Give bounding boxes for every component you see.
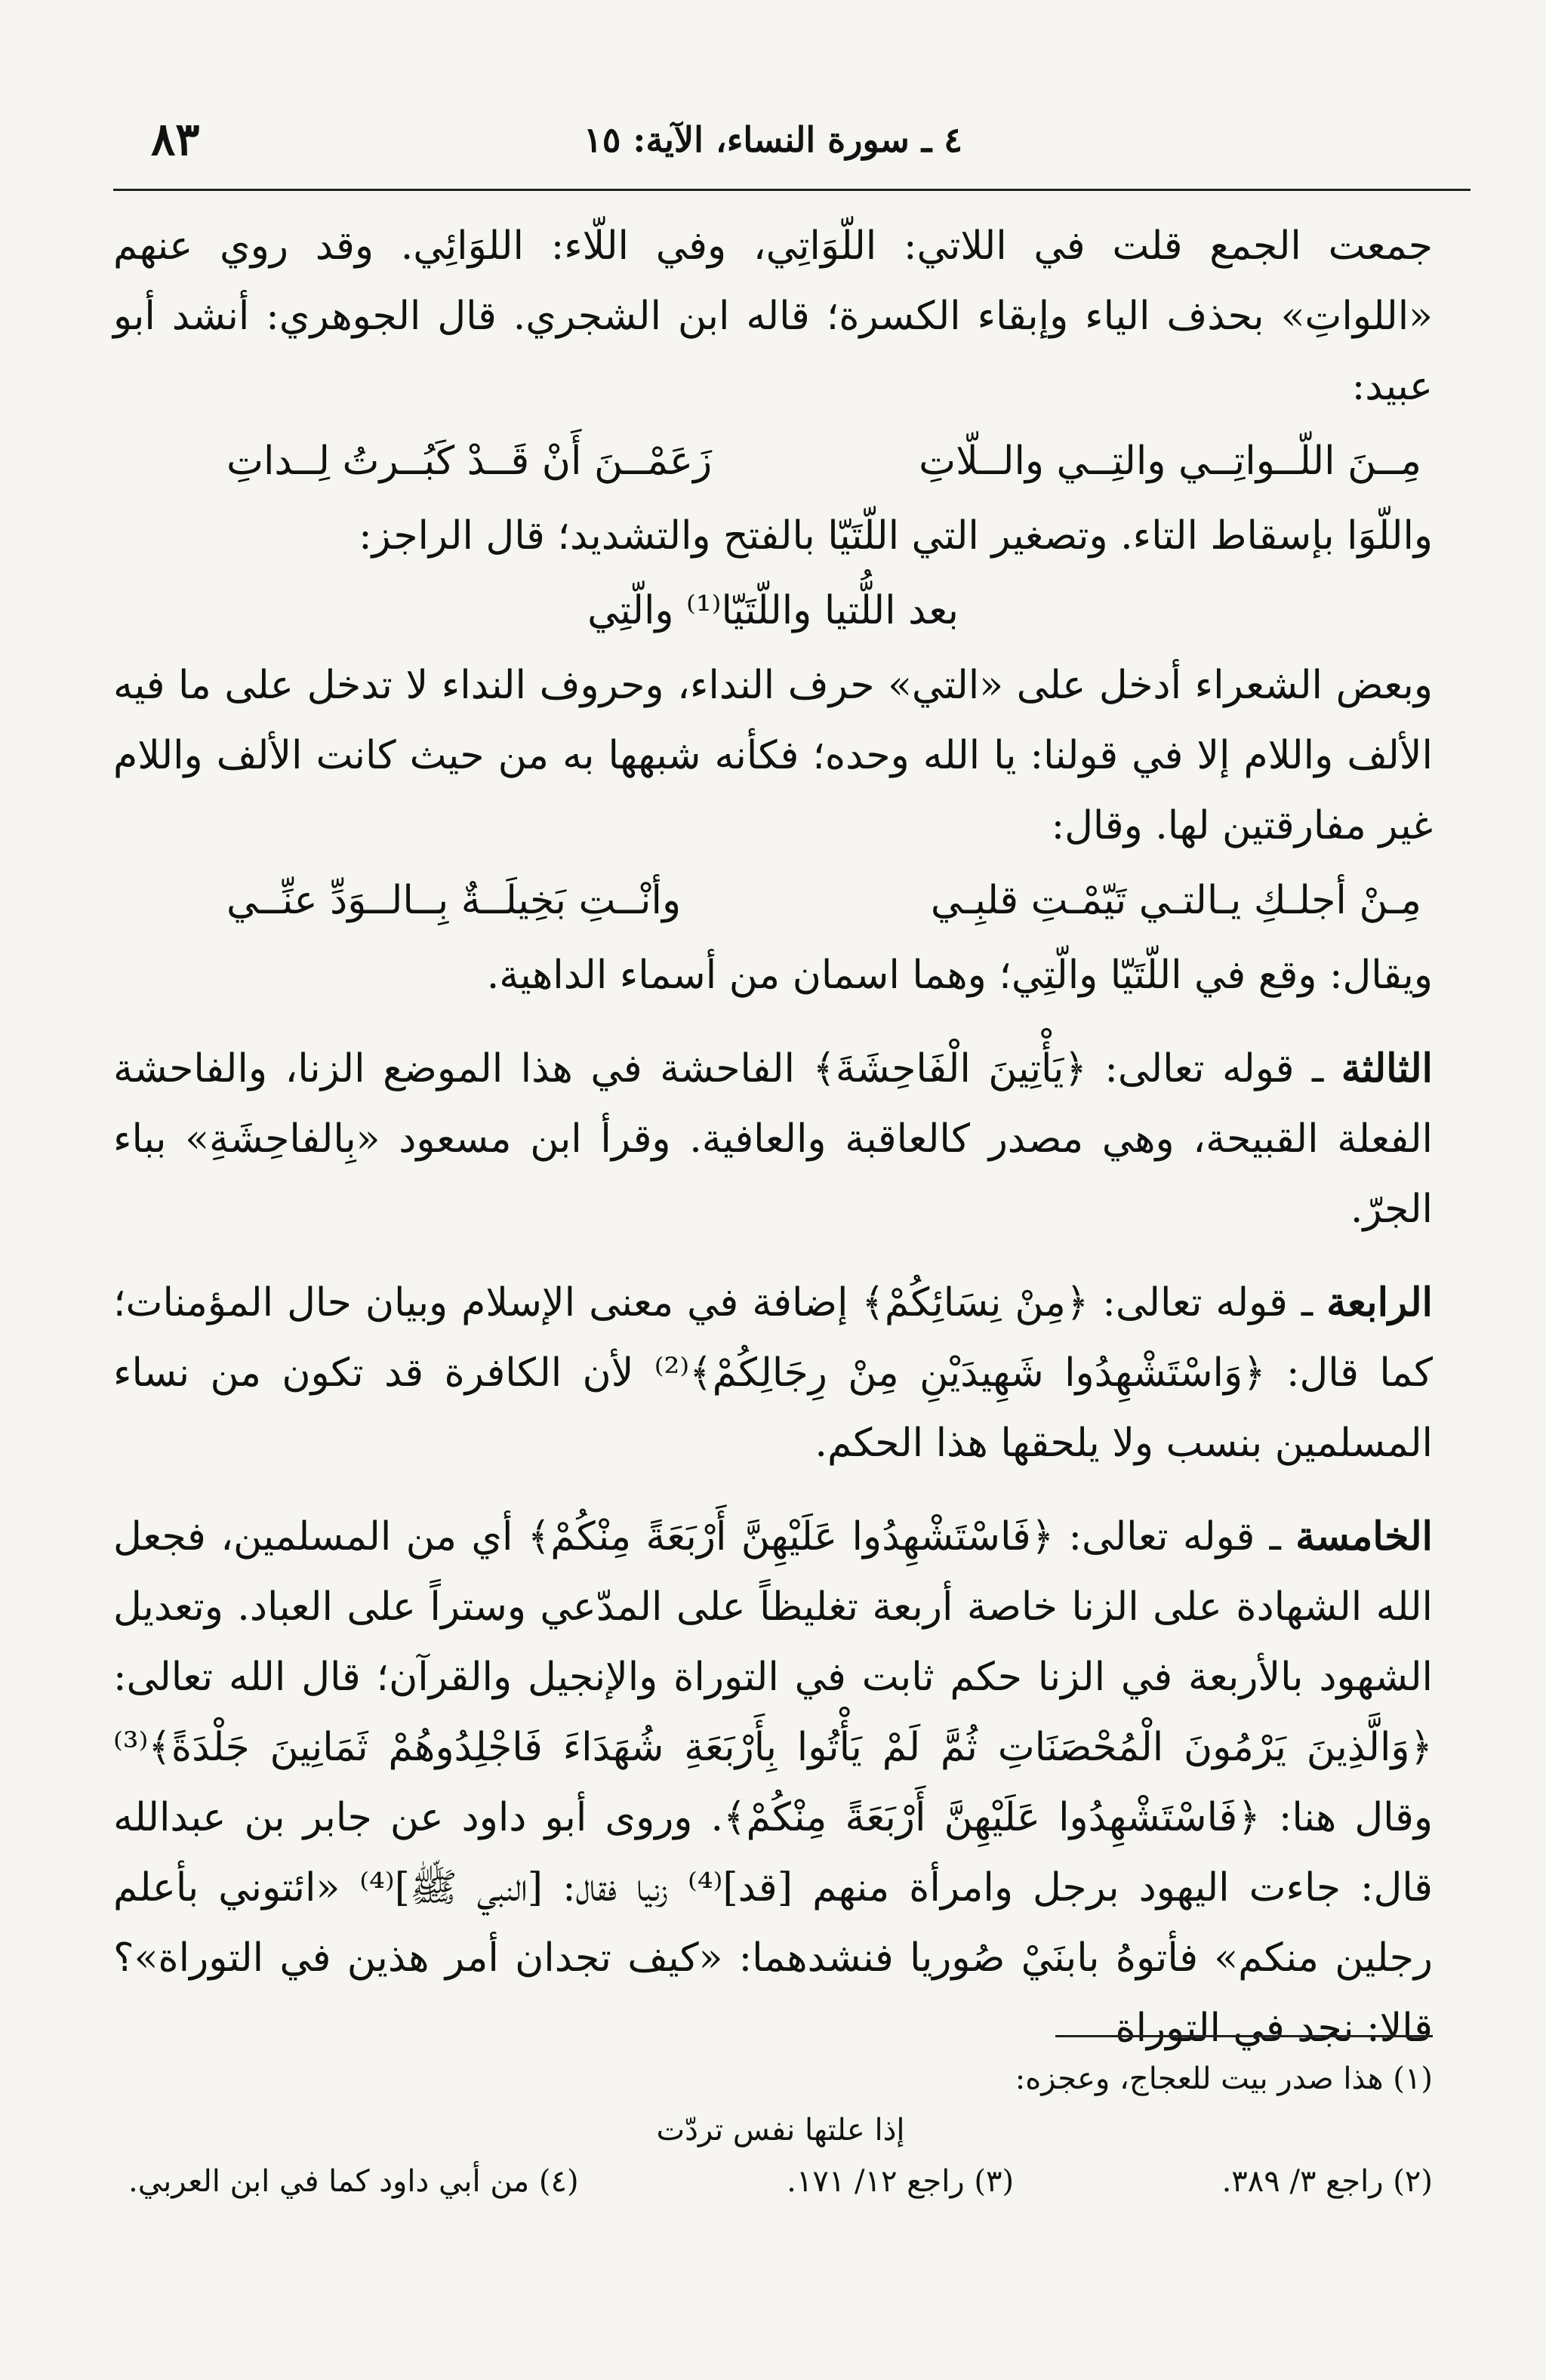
footnote-1: (١) هذا صدر بيت للعجاج، وعجزه: — [1015, 2061, 1433, 2096]
section-fourth-label: الرابعة — [1326, 1279, 1433, 1325]
running-head: ٤ ـ سورة النساء، الآية: ١٥ — [584, 119, 962, 160]
page-number: ٨٣ — [151, 113, 200, 166]
verse-1-second-hemistich: زَعَمْــنَ أَنْ قَــدْ كَبُــرتُ لِــداتِ — [226, 439, 713, 484]
footnote-rule — [1055, 2035, 1433, 2037]
poetry-verse-3 — [113, 861, 1433, 941]
section-fifth-text: ـ قوله تعالى: ﴿فَاسْتَشْهِدُوا عَلَيْهِنَّ أَرْبَعَةً مِنْكُمْ﴾ أي من المسلمين، فجعل الله الشهادة على الزنا خاصة أربعة تغليظاً على المدّعي وستراً على العباد. وتعديل الشهود بالأربعة في الزنا حكم ثابت في التوراة والإنجيل والقرآن؛ قال الله تعالى: ﴿وَالَّذِينَ يَرْمُونَ الْمُحْصَنَاتِ ثُمَّ لَمْ يَأْتُوا بِأَرْبَعَةِ شُهَدَاءَ فَاجْلِدُوهُمْ ثَمَانِينَ جَلْدَةً﴾⁽³⁾ وقال هنا: ﴿فَاسْتَشْهِدُوا عَلَيْهِنَّ أَرْبَعَةً مِنْكُمْ﴾. وروى أبو داود عن جابر بن عبدالله قال: جاءت اليهود برجل وامرأة منهم [قد]⁽⁴⁾ زنيا فقال: [النبي ﷺ]⁽⁴⁾ «ائتوني بأعلم رجلين منكم» فأتوهُ بابنَيْ صُوريا فنشدهما: «كيف تجدان أمر هذين في التوراة»؟ قالا: نجد في التوراة — [113, 1514, 1433, 2051]
poetry-verse-1 — [113, 422, 1433, 501]
footnote-1-verse: إذا علتها نفس تردّت — [656, 2113, 905, 2148]
header-rule — [113, 189, 1471, 191]
verse-3-second-hemistich: وأنْــتِ بَخِيلَــةٌ بِــالــوَدِّ عنِّــي — [226, 878, 682, 923]
footnote-3: (٣) راجع ١٢/ ١٧١. — [787, 2164, 1015, 2199]
section-third — [113, 1033, 1433, 1245]
section-fourth-text: ـ قوله تعالى: ﴿مِنْ نِسَائِكُمْ﴾ إضافة في معنى الإسلام وبيان حال المؤمنات؛ كما قال: ﴿وَاسْتَشْهِدُوا شَهِيدَيْنِ مِنْ رِجَالِكُمْ﴾⁽²⁾ لأن الكافرة قد تكون من نساء المسلمين بنسب ولا يلحقها هذا الحكم. — [113, 1280, 1434, 1466]
paragraph-1: جمعت الجمع قلت في اللاتي: اللّوَاتِي، وفي اللّاء: اللوَائِي. وقد روي عنهم «اللواتِ» بحذف الياء وإبقاء الكسرة؛ قاله ابن الشجري. قال الجوهري: أنشد أبو عبيد: — [113, 223, 1433, 409]
footnote-4: (٤) من أبي داود كما في ابن العربي. — [128, 2164, 579, 2199]
paragraph-3: وبعض الشعراء أدخل على «التي» حرف النداء، وحروف النداء لا تدخل على ما فيه الألف واللام إلا في قولنا: يا الله وحده؛ فكأنه شبهها به من حيث كانت الألف واللام غير مفارقتين لها. وقال: — [113, 663, 1433, 848]
paragraph-2: واللّوَا بإسقاط التاء. وتصغير التي اللّتَيّا بالفتح والتشديد؛ قال الراجز: — [359, 513, 1433, 559]
poetry-verse-2: بعد اللُّتيا واللّتَيّا⁽¹⁾ والّتِي — [587, 588, 959, 633]
section-fifth — [113, 1501, 1433, 2064]
page-header — [113, 113, 1433, 181]
section-fourth — [113, 1267, 1433, 1479]
verse-3-first-hemistich: مِـنْ أجلـكِ يـالتـي تَيّمْـتِ قلبِـي — [930, 878, 1421, 923]
footnotes — [128, 2053, 1433, 2207]
main-text — [113, 211, 1433, 2064]
footnotes-row — [128, 2156, 1433, 2207]
section-third-label: الثالثة — [1341, 1045, 1433, 1091]
section-third-text: ـ قوله تعالى: ﴿يَأْتِينَ الْفَاحِشَةَ﴾ الفاحشة في هذا الموضع الزنا، والفاحشة الفعلة القبيحة، وهي مصدر كالعاقبة والعافية. وقرأ ابن مسعود «بِالفاحِشَةِ» بباء الجرّ. — [113, 1046, 1433, 1232]
verse-1-first-hemistich: مِــنَ اللّــواتِــي والتِــي والــلّاتِ — [919, 439, 1421, 484]
section-fifth-label: الخامسة — [1295, 1513, 1433, 1559]
paragraph-4: ويقال: وقع في اللّتَيّا والّتِي؛ وهما اسمان من أسماء الداهية. — [486, 953, 1433, 998]
footnote-2: (٢) راجع ٣/ ٣٨٩. — [1221, 2164, 1433, 2199]
